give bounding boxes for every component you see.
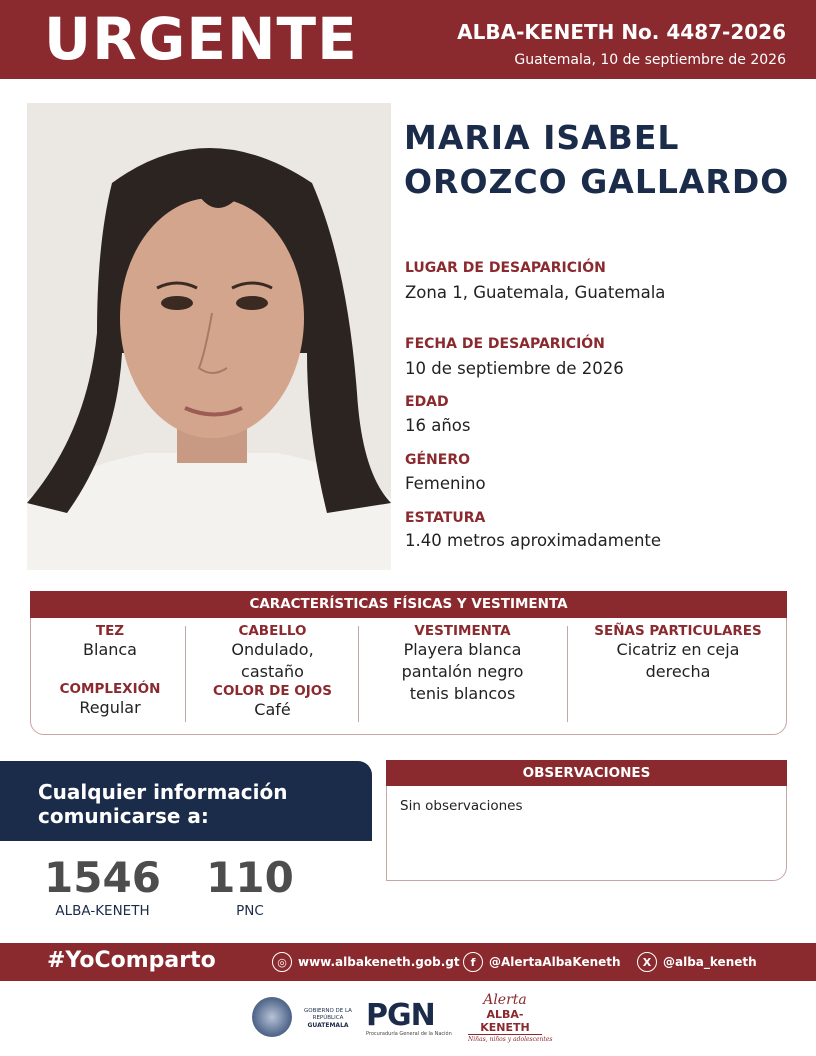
observations-heading: OBSERVACIONES (386, 760, 787, 786)
gender-label: GÉNERO (405, 452, 471, 468)
tez-label: TEZ (95, 623, 125, 639)
person-name (404, 116, 804, 204)
portrait-image (27, 103, 391, 570)
header-bar (0, 0, 816, 79)
cabello-value-1: Ondulado, (231, 640, 314, 659)
marks-label: SEÑAS PARTICULARES (594, 623, 762, 639)
senas-column (578, 623, 778, 683)
x-link[interactable] (637, 952, 757, 972)
clothing-label: VESTIMENTA (414, 623, 511, 639)
facebook-text: @AlertaAlbaKeneth (489, 955, 621, 969)
vestimenta-column (375, 623, 550, 705)
x-icon: X (637, 952, 657, 972)
government-logo-text (297, 1008, 359, 1029)
cabello-label: CABELLO (238, 623, 307, 639)
missing-person-photo (27, 103, 391, 570)
tez-value: Blanca (83, 640, 137, 659)
case-number: ALBA-KENETH No. 4487-2026 (457, 20, 786, 44)
place-label: LUGAR DE DESAPARICIÓN (405, 260, 606, 276)
contact-panel (0, 761, 372, 841)
height-value: 1.40 metros aproximadamente (405, 531, 662, 550)
contact-line1: Cualquier información (38, 780, 288, 804)
alert-title: URGENTE (44, 5, 358, 73)
alerta-logo-line1: Alerta (483, 992, 527, 1008)
person-name-line1: MARIA ISABEL (404, 118, 680, 157)
date-value: 10 de septiembre de 2026 (405, 359, 624, 378)
alerta-alba-keneth-logo (468, 992, 553, 1044)
cabello-value-2: castaño (241, 662, 304, 681)
phone-number-pnc: 110 (206, 853, 294, 902)
website-text: www.albakeneth.gob.gt (298, 955, 460, 969)
gov-text-1: GOBIERNO DE LA REPÚBLICA (304, 1008, 352, 1021)
person-name-line2: OROZCO GALLARDO (404, 162, 790, 201)
clothing-value-2: pantalón negro (401, 662, 524, 681)
alerta-logo-line3: Niñas, niños y adolescentes (468, 1036, 553, 1043)
complexion-label: COMPLEXIÓN (59, 681, 161, 697)
footer-bar (0, 943, 816, 981)
pgn-subtitle: Procuraduría General de la Nación (366, 1031, 452, 1037)
column-divider (567, 626, 568, 722)
observations-text: Sin observaciones (400, 798, 523, 814)
eye-color-label: COLOR DE OJOS (213, 683, 332, 699)
website-link[interactable] (272, 952, 460, 972)
column-divider (358, 626, 359, 722)
globe-icon: ◎ (272, 952, 292, 972)
characteristics-heading: CARACTERÍSTICAS FÍSICAS Y VESTIMENTA (30, 591, 787, 618)
place-date: Guatemala, 10 de septiembre de 2026 (514, 52, 786, 68)
phone-number-alba: 1546 (44, 853, 161, 902)
facebook-icon: f (463, 952, 483, 972)
column-divider (185, 626, 186, 722)
marks-value-2: derecha (645, 662, 711, 681)
guatemala-seal-logo (252, 997, 292, 1037)
clothing-value-3: tenis blancos (409, 684, 516, 703)
clothing-value-1: Playera blanca (403, 640, 522, 659)
age-label: EDAD (405, 394, 449, 410)
x-text: @alba_keneth (663, 955, 757, 969)
pgn-logo: PGN (366, 998, 435, 1033)
complexion-value: Regular (79, 698, 141, 717)
hashtag: #YoComparto (47, 948, 216, 973)
gov-text-2: GUATEMALA (307, 1022, 349, 1029)
facebook-link[interactable] (463, 952, 621, 972)
date-label: FECHA DE DESAPARICIÓN (405, 336, 605, 352)
height-label: ESTATURA (405, 510, 486, 526)
age-value: 16 años (405, 416, 471, 435)
phone-label-pnc: PNC (236, 903, 264, 919)
eye-color-value: Café (254, 700, 291, 719)
alerta-logo-line2: ALBA-KENETH (468, 1008, 542, 1035)
contact-line2: comunicarse a: (38, 804, 209, 828)
gender-value: Femenino (405, 474, 486, 493)
tez-column (45, 623, 175, 719)
cabello-column (200, 623, 345, 721)
marks-value-1: Cicatriz en ceja (616, 640, 740, 659)
phone-label-alba: ALBA-KENETH (55, 903, 150, 919)
place-value: Zona 1, Guatemala, Guatemala (405, 283, 666, 302)
